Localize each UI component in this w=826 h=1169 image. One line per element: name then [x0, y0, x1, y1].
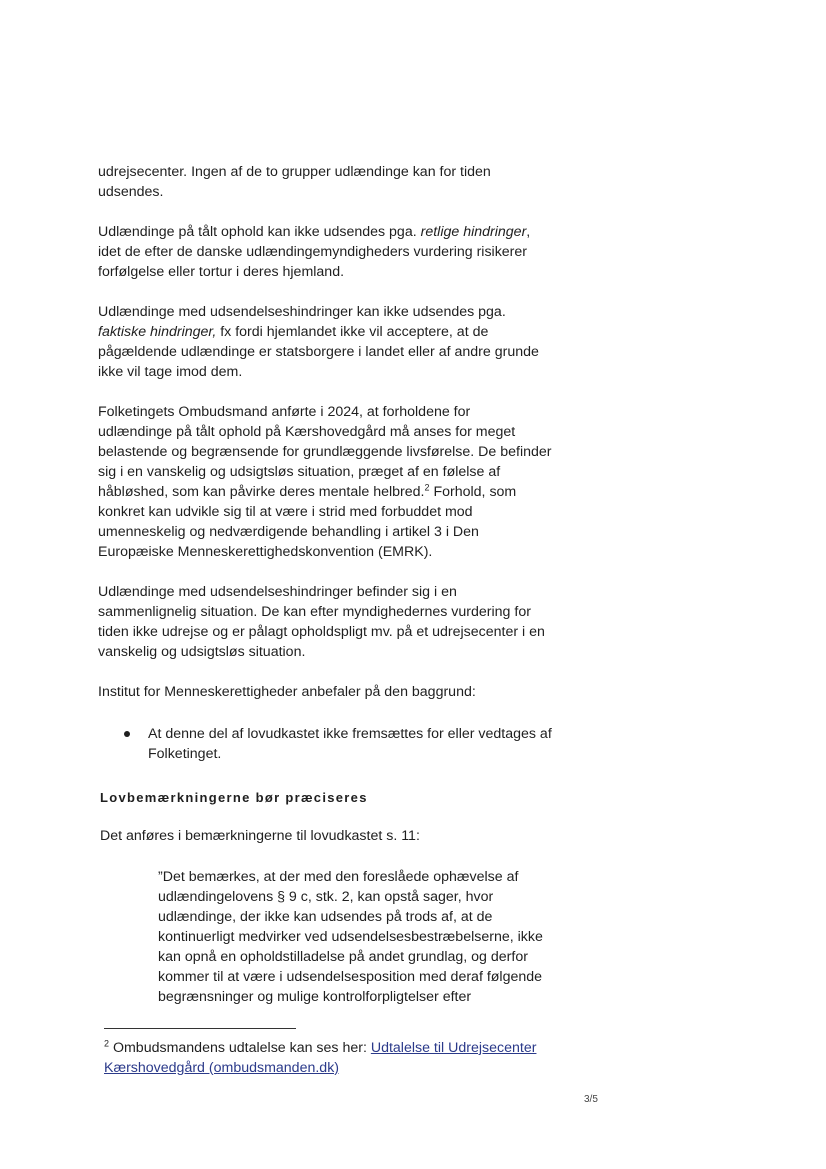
text-line: sammenlignelig situation. De kan efter myndighedernes vurdering for — [98, 604, 531, 620]
footnote — [104, 1038, 564, 1078]
text-line: pågældende udlændinge er statsborgere i landet eller af andre grunde — [98, 344, 539, 360]
paragraph-bemaerkninger — [100, 826, 580, 846]
text-line: Folketingets Ombudsmand anførte i 2024, at forholdene for — [98, 404, 471, 420]
text-line — [104, 1038, 564, 1058]
footnote-number: 2 — [104, 1038, 110, 1049]
text-run: Udlændinge på tålt ophold kan ikke udsendes pga. — [98, 224, 421, 240]
footnote-link[interactable]: Kærshovedgård (ombudsmanden.dk) — [104, 1060, 340, 1076]
text-line: sig i en vanskelig og udsigtsløs situation, præget af en følelse af — [98, 464, 501, 480]
section-heading: Lovbemærkningerne bør præciseres — [100, 790, 368, 805]
text-line: konkret kan udvikle sig til at være i strid med forbuddet mod — [98, 504, 473, 520]
text-line — [98, 322, 578, 342]
text-line — [104, 1058, 564, 1078]
text-line: udlændinge på tålt ophold på Kærshovedgård må anses for meget — [98, 424, 516, 440]
text-line: vanskelig og udsigtsløs situation. — [98, 644, 306, 660]
text-line: udsendes. — [98, 184, 164, 200]
text-line: tiden ikke udrejse og er pålagt opholdspligt mv. på et udrejsecenter i en — [98, 624, 545, 640]
text-run: håbløshed, som kan påvirke deres mentale helbred. — [98, 484, 425, 500]
text-line: belastende og begrænsende for grundlæggende livsførelse. De befinder — [98, 444, 552, 460]
text-line — [98, 222, 578, 242]
paragraph-sammenlignelig — [98, 582, 578, 662]
paragraph-retlige-hindringer — [98, 222, 578, 282]
paragraph-faktiske-hindringer — [98, 302, 578, 382]
text-line: Det anføres i bemærkningerne til lovudkastet s. 11: — [100, 828, 420, 844]
emphasis-retlige-hindringer: retlige hindringer — [420, 224, 527, 240]
footnote-divider — [104, 1028, 296, 1029]
footnote-reference[interactable]: 2 — [424, 482, 430, 493]
page-number: 3/5 — [584, 1094, 598, 1105]
text-run: fx fordi hjemlandet ikke vil acceptere, at de — [216, 324, 489, 340]
footnote-link[interactable]: Udtalelse til Udrejsecenter — [370, 1040, 537, 1056]
text-line: ikke vil tage imod dem. — [98, 364, 243, 380]
paragraph-udrejsecenter — [98, 162, 578, 202]
text-line: udlændinge, der ikke kan udsendes på trods af, at de — [158, 909, 493, 925]
text-line: udrejsecenter. Ingen af de to grupper udlændinge kan for tiden — [98, 164, 491, 180]
text-line: kommer til at være i udsendelsesposition med deraf følgende — [158, 969, 543, 985]
text-line: umenneskelig og nedværdigende behandling i artikel 3 i Den — [98, 524, 479, 540]
bullet-icon — [124, 731, 130, 737]
paragraph-anbefaling — [98, 682, 578, 702]
paragraph-ombudsmand — [98, 402, 578, 562]
text-line: Europæiske Menneskerettighedskonvention (EMRK). — [98, 544, 433, 560]
text-line: kan opnå en opholdstilladelse på andet grundlag, og derfor — [158, 949, 528, 965]
text-line: Udlændinge med udsendelseshindringer befinder sig i en — [98, 584, 457, 600]
text-line: ”Det bemærkes, at der med den foreslåede ophævelse af — [158, 869, 519, 885]
text-line: Udlændinge med udsendelseshindringer kan ikke udsendes pga. — [98, 304, 506, 320]
text-run: Forhold, som — [429, 484, 517, 500]
text-line: begrænsninger og mulige kontrolforpligtelser efter — [158, 989, 472, 1005]
block-quote — [158, 867, 598, 1007]
text-line: Institut for Menneskerettigheder anbefaler på den baggrund: — [98, 684, 476, 700]
text-line: Folketinget. — [148, 746, 222, 762]
text-line: At denne del af lovudkastet ikke fremsættes for eller vedtages af — [148, 726, 552, 742]
text-line: forfølgelse eller tortur i deres hjemland. — [98, 264, 345, 280]
text-line: idet de efter de danske udlændingemyndigheders vurdering risikerer — [98, 244, 528, 260]
text-run: , — [526, 224, 531, 240]
text-line: udlændingelovens § 9 c, stk. 2, kan opstå sager, hvor — [158, 889, 494, 905]
footnote-text: Ombudsmandens udtalelse kan ses her: — [109, 1040, 371, 1056]
bullet-text — [148, 724, 588, 764]
emphasis-faktiske-hindringer: faktiske hindringer, — [98, 324, 217, 340]
text-line — [98, 482, 578, 502]
text-line: kontinuerligt medvirker ved udsendelsesbestræbelserne, ikke — [158, 929, 543, 945]
